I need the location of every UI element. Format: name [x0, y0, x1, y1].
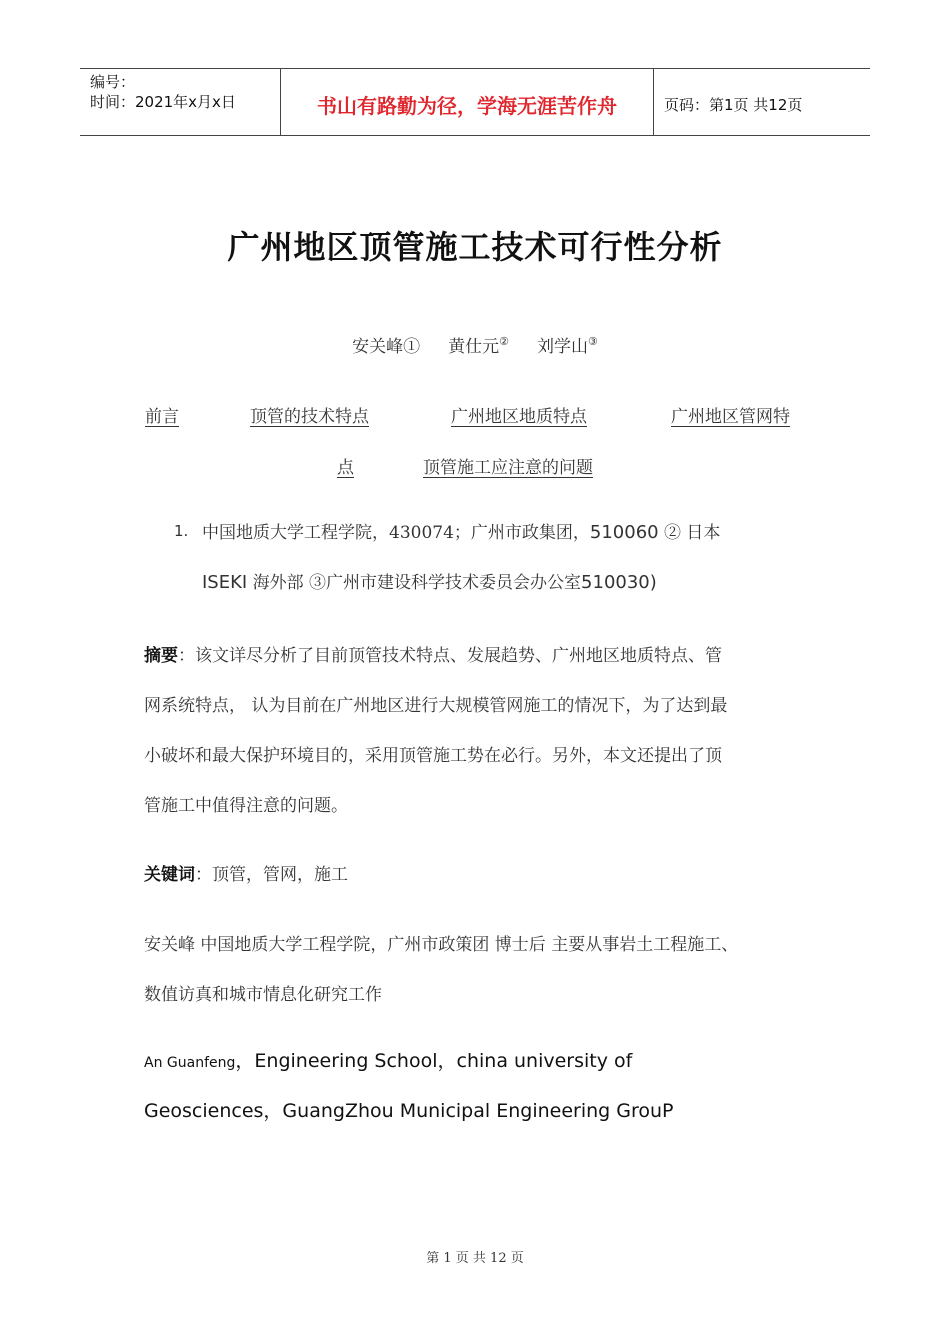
affiliation-2c: 510030) — [581, 572, 657, 593]
authors — [0, 332, 950, 357]
affiliation-line-1 — [202, 518, 720, 543]
page-info: 页码：第1页 共12页 — [664, 95, 803, 114]
english-line-2: Geosciences，GuangZhou Municipal Engineering GrouP — [144, 1100, 674, 1122]
author-1: 安关峰① — [352, 337, 421, 357]
abstract-line-4: 管施工中值得注意的问题。 — [144, 796, 348, 816]
keywords-label: 关键词 — [144, 865, 195, 885]
abstract-line-2: 网系统特点， 认为目前在广州地区进行大规模管网施工的情况下，为了达到最 — [144, 696, 728, 716]
toc-link-construction-issues[interactable]: 顶管施工应注意的问题 — [423, 458, 593, 478]
abstract-text-1: ：该文详尽分析了目前顶管技术特点、发展趋势、广州地区地质特点、管 — [178, 646, 722, 666]
number-label: 编号： — [90, 73, 136, 91]
author-2-mark: ② — [499, 335, 509, 348]
author-3-name: 刘学山 — [537, 337, 588, 357]
keywords-text: ：顶管，管网，施工 — [195, 865, 348, 885]
author-3 — [537, 332, 598, 357]
bio-line-1: 安关峰 中国地质大学工程学院，广州市政策团 博士后 主要从事岩土工程施工、 — [144, 935, 739, 955]
affiliation-2a: ISEKI — [202, 572, 248, 593]
abstract-line-3: 小破坏和最大保护环境目的，采用顶管施工势在必行。另外，本文还提出了顶 — [144, 746, 722, 766]
toc-link-tech-features[interactable]: 顶管的技术特点 — [250, 407, 369, 427]
toc-link-preface[interactable]: 前言 — [145, 407, 179, 427]
bio-line-2: 数值访真和城市情息化研究工作 — [144, 985, 382, 1005]
header-table — [80, 68, 870, 136]
toc-link-pipe-network[interactable]: 广州地区管网特 — [671, 407, 790, 427]
toc-link-pipe-network-cont[interactable]: 点 — [337, 458, 354, 478]
document-title: 广州地区顶管施工技术可行性分析 — [227, 228, 723, 266]
english-line-1-rest: ，Engineering School，china university of — [235, 1050, 633, 1072]
english-name: An Guanfeng — [144, 1055, 236, 1071]
time-label: 时间：2021年x月x日 — [90, 93, 236, 111]
abstract-label: 摘要 — [144, 646, 178, 666]
toc-link-geology[interactable]: 广州地区地质特点 — [451, 407, 587, 427]
page-footer: 第 1 页 共 12 页 — [426, 1251, 524, 1266]
keywords — [144, 860, 824, 885]
author-2 — [448, 332, 509, 357]
english-line-1 — [144, 1046, 632, 1073]
author-3-mark: ③ — [588, 335, 598, 348]
affiliation-line-2 — [202, 568, 657, 593]
affiliation-1b: 510060 — [589, 522, 659, 543]
motto: 书山有路勤为径，学海无涯苦作舟 — [281, 69, 654, 135]
abstract-line-1 — [144, 641, 824, 666]
affiliation-2b: 海外部 ③广州市建设科学技术委员会办公室 — [247, 573, 582, 593]
author-2-name: 黄仕元 — [448, 337, 500, 357]
affiliation-number: 1. — [174, 522, 189, 540]
affiliation-1a: 中国地质大学工程学院，430074；广州市政集团， — [202, 523, 590, 543]
header-meta-cell — [80, 69, 281, 135]
affiliation-1c: ② 日本 — [658, 523, 721, 543]
